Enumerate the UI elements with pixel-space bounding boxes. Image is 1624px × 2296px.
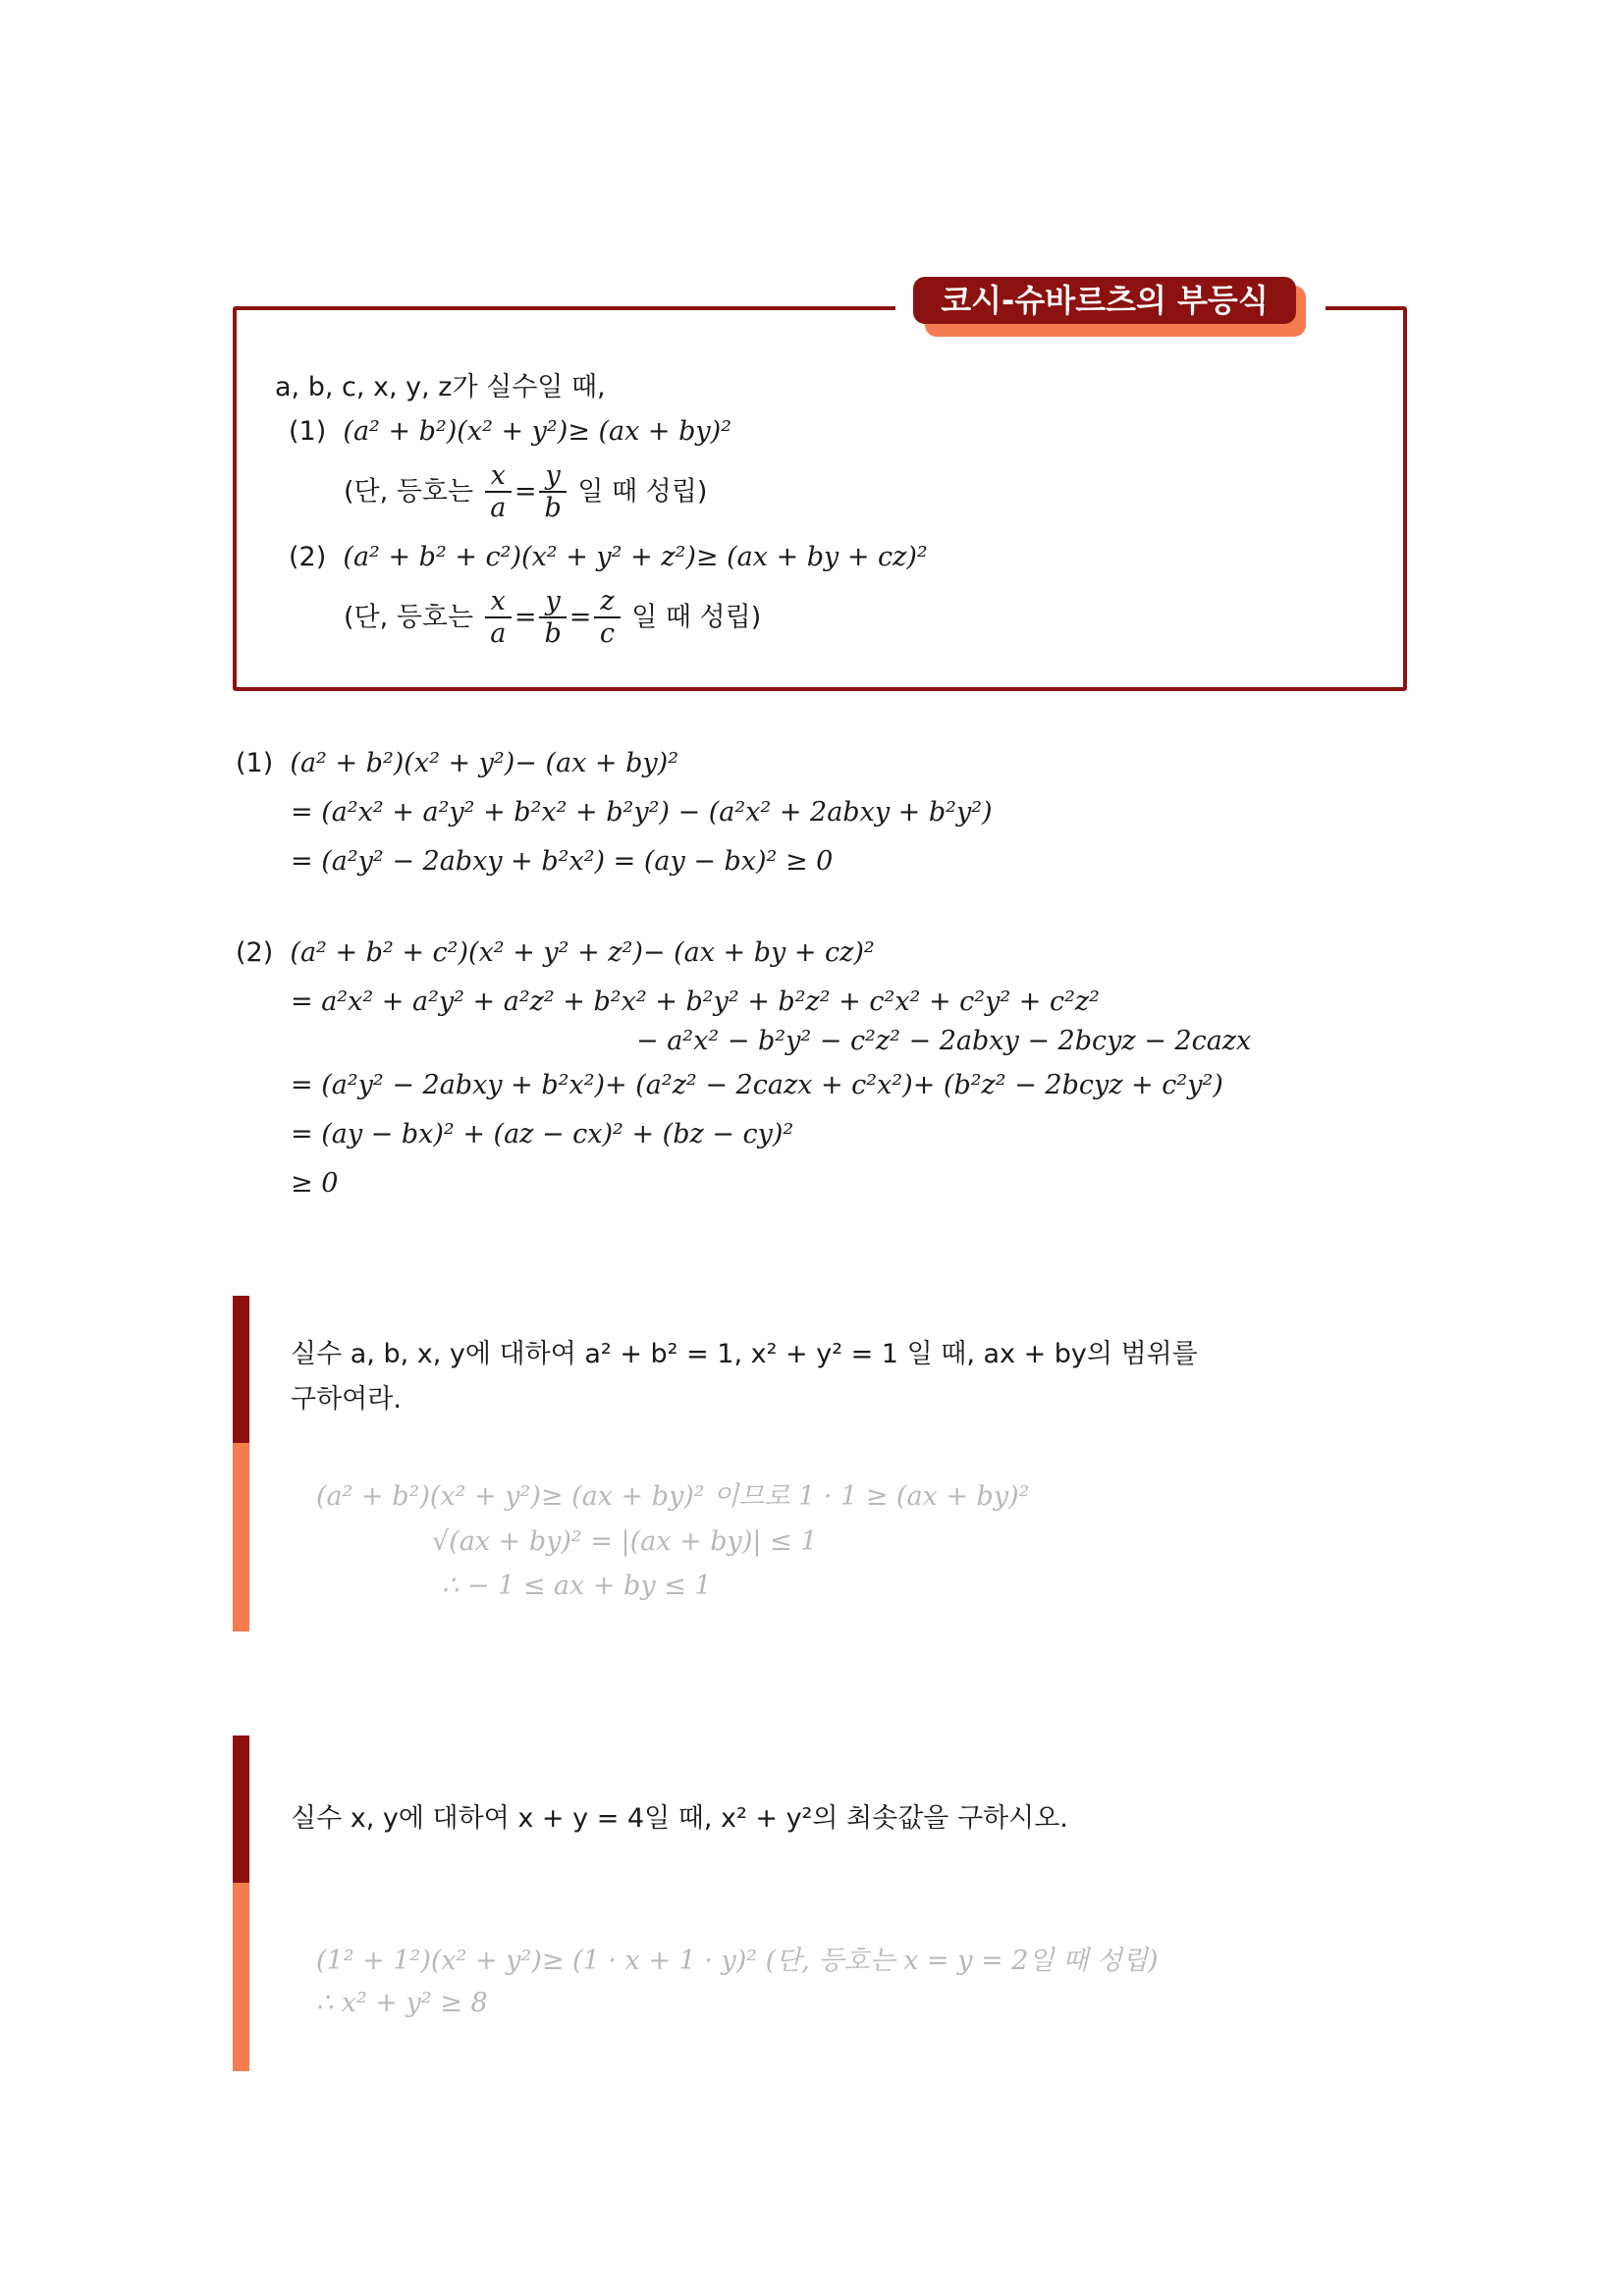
proof2-line6: ≥ 0	[291, 1168, 339, 1199]
proof1-expression: (a² + b²)(x² + y²)− (ax + by)²	[290, 748, 679, 778]
theorem-part2-eq-prefix: (단, 등호는	[344, 602, 474, 633]
theorem-part2-label: (2)	[289, 542, 327, 572]
fraction-denominator: a	[490, 618, 507, 649]
problem2-answer-line1: (1² + 1²)(x² + y²)≥ (1 · x + 1 · y)² (단, 등호는 x = y = 2일 때 성립)	[316, 1946, 1159, 1976]
proof2-line1	[236, 937, 875, 968]
fraction-numerator: x	[485, 587, 512, 618]
proof2-line4: = (a²y² − 2abxy + b²x²)+ (a²z² − 2cazx + c²x²)+ (b²z² − 2bcyz + c²y²)	[291, 1070, 1223, 1100]
proof2-line2: = a²x² + a²y² + a²z² + b²x² + b²y² + b²z² + c²x² + c²y² + c²z²	[291, 987, 1100, 1017]
problem2-answer-line2: ∴ x² + y² ≥ 8	[316, 1988, 488, 2018]
fraction-numerator: y	[539, 461, 566, 493]
theorem-part1-equality	[344, 461, 707, 524]
fraction-denominator: a	[490, 493, 507, 523]
fraction-denominator: b	[544, 618, 562, 649]
proof1-label: (1)	[236, 748, 274, 778]
theorem-part2	[289, 542, 928, 572]
problem2-bar-dark	[233, 1735, 249, 1883]
theorem-part2-formula: (a² + b² + c²)(x² + y² + z²)≥ (ax + by + cz)²	[343, 542, 928, 572]
fraction-denominator: b	[544, 493, 562, 523]
problem1-answer-line3: ∴ − 1 ≤ ax + by ≤ 1	[442, 1571, 712, 1601]
problem1-question-line2: 구하여라.	[291, 1384, 402, 1415]
theorem-part1	[289, 416, 731, 447]
theorem-part1-eq-prefix: (단, 등호는	[344, 476, 474, 507]
proof1-line1	[236, 748, 678, 778]
theorem-part1-eq-suffix: 일 때 성립)	[577, 476, 708, 507]
fraction-x-over-a	[485, 461, 512, 524]
proof2-expression: (a² + b² + c²)(x² + y² + z²)− (ax + by + cz)²	[290, 937, 875, 968]
proof2-label: (2)	[236, 937, 274, 968]
fraction-z-over-c	[594, 587, 620, 650]
problem2-bar-light	[233, 1883, 249, 2071]
proof2-line5: = (ay − bx)² + (az − cx)² + (bz − cy)²	[291, 1119, 794, 1149]
fraction-numerator: z	[594, 587, 620, 618]
theorem-part1-label: (1)	[289, 416, 327, 447]
theorem-part2-eq-suffix: 일 때 성립)	[631, 602, 762, 633]
problem1-answer-line1: (a² + b²)(x² + y²)≥ (ax + by)² 이므로 1 · 1 ≥ (ax + by)²	[316, 1481, 1030, 1512]
problem1-bar-light	[233, 1443, 249, 1631]
fraction-x-over-a	[485, 587, 512, 650]
proof1-line3: = (a²y² − 2abxy + b²x²) = (ay − bx)² ≥ 0	[291, 846, 834, 877]
proof2-line3: − a²x² − b²y² − c²z² − 2abxy − 2bcyz − 2cazx	[636, 1026, 1252, 1056]
proof1-line2: = (a²x² + a²y² + b²x² + b²y²) − (a²x² + 2abxy + b²y²)	[291, 797, 993, 828]
section-title: 코시-슈바르츠의 부등식	[913, 277, 1296, 324]
theorem-part2-equality	[344, 587, 761, 650]
equals-sign: =	[514, 602, 537, 633]
theorem-part1-formula: (a² + b²)(x² + y²)≥ (ax + by)²	[343, 416, 732, 447]
problem1-answer-line2: √(ax + by)² = |(ax + by)| ≤ 1	[432, 1526, 818, 1557]
equals-sign: =	[568, 602, 592, 633]
fraction-denominator: c	[599, 618, 616, 649]
fraction-y-over-b	[539, 461, 566, 524]
equals-sign: =	[514, 476, 537, 507]
problem1-question-line1: 실수 a, b, x, y에 대하여 a² + b² = 1, x² + y² = 1 일 때, ax + by의 범위를	[291, 1339, 1198, 1369]
fraction-y-over-b	[539, 587, 566, 650]
fraction-numerator: y	[539, 587, 566, 618]
fraction-numerator: x	[485, 461, 512, 493]
problem2-question: 실수 x, y에 대하여 x + y = 4일 때, x² + y²의 최솟값을 구하시오.	[291, 1803, 1068, 1834]
problem1-bar-dark	[233, 1296, 249, 1443]
theorem-condition: a, b, c, x, y, z가 실수일 때,	[275, 372, 606, 402]
